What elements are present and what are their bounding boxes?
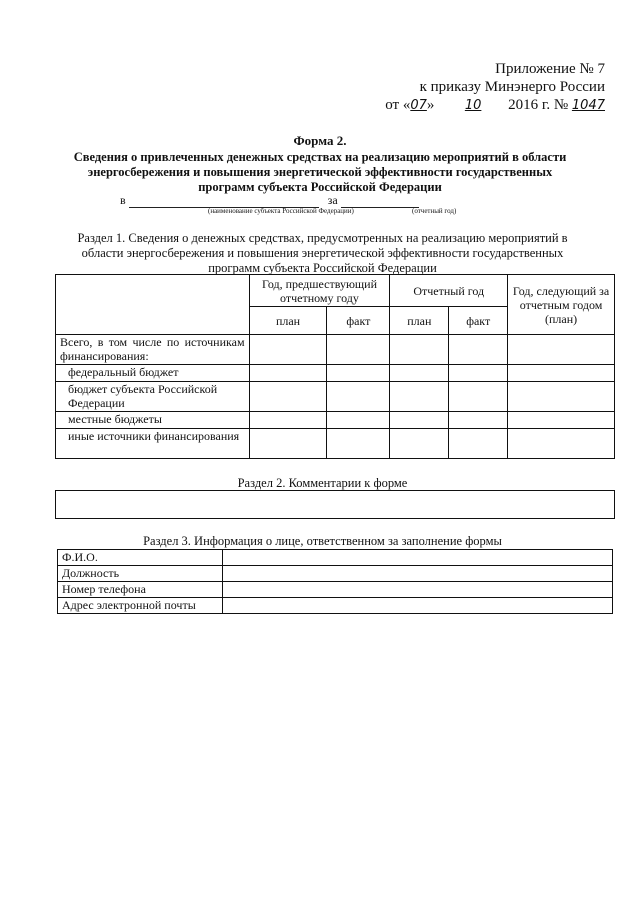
table-cell[interactable] xyxy=(249,412,327,429)
table-cell[interactable] xyxy=(327,412,390,429)
table-row xyxy=(58,598,613,614)
table-cell[interactable] xyxy=(508,335,615,365)
table-cell[interactable] xyxy=(449,412,508,429)
form-number: Форма 2. xyxy=(293,133,347,148)
table-row xyxy=(56,429,615,459)
handwritten-order-number: 1047 xyxy=(571,98,605,113)
table-cell[interactable] xyxy=(249,335,327,365)
section2-title: Раздел 2. Комментарии к форме xyxy=(237,476,408,490)
table-row xyxy=(58,566,613,582)
row-label-federal: федеральный бюджет xyxy=(56,365,250,382)
header-prev-year: Год, предшествующий отчетному году xyxy=(249,275,390,307)
period-prefix: за xyxy=(327,193,338,207)
label-position: Должность xyxy=(58,566,223,582)
funds-table-header-row xyxy=(56,275,615,307)
table-cell[interactable] xyxy=(327,382,390,412)
table-cell[interactable] xyxy=(449,382,508,412)
handwritten-month: 10 xyxy=(464,98,482,113)
form-title-block xyxy=(60,133,580,195)
full-name-field[interactable] xyxy=(222,550,612,566)
table-cell[interactable] xyxy=(508,412,615,429)
table-row xyxy=(56,382,615,412)
handwritten-day: 07 xyxy=(410,98,427,113)
table-cell[interactable] xyxy=(327,335,390,365)
table-cell[interactable] xyxy=(449,365,508,382)
row-label-total: Всего, в том числе по источникам финансирования: xyxy=(56,335,250,365)
table-row xyxy=(56,335,615,365)
row-label-local: местные бюджеты xyxy=(56,412,250,429)
table-cell[interactable] xyxy=(508,365,615,382)
header-blank-cell xyxy=(56,275,250,335)
table-row xyxy=(58,582,613,598)
header-next-year: Год, следующий за отчетным годом (план) xyxy=(508,275,615,335)
table-cell[interactable] xyxy=(327,365,390,382)
table-cell[interactable] xyxy=(508,382,615,412)
table-cell[interactable] xyxy=(249,365,327,382)
table-cell[interactable] xyxy=(390,365,449,382)
appendix-date-line: от «07» 10 2016 г. № 1047 xyxy=(385,97,605,113)
appendix-header xyxy=(385,60,605,115)
table-cell[interactable] xyxy=(249,382,327,412)
region-period-line xyxy=(120,193,520,208)
funds-table xyxy=(55,274,615,459)
table-cell[interactable] xyxy=(390,412,449,429)
table-row xyxy=(56,412,615,429)
responsible-person-table xyxy=(57,549,613,614)
label-full-name: Ф.И.О. xyxy=(58,550,223,566)
table-cell[interactable] xyxy=(327,429,390,459)
row-label-other: иные источники финансирования xyxy=(56,429,250,459)
header-report-fact: факт xyxy=(449,307,508,335)
table-cell[interactable] xyxy=(508,429,615,459)
table-cell[interactable] xyxy=(390,382,449,412)
phone-field[interactable] xyxy=(222,582,612,598)
appendix-title: Приложение № 7 xyxy=(495,61,605,77)
header-report-year: Отчетный год xyxy=(390,275,508,307)
position-field[interactable] xyxy=(222,566,612,582)
region-prefix: в xyxy=(120,193,126,207)
table-cell[interactable] xyxy=(249,429,327,459)
label-email: Адрес электронной почты xyxy=(58,598,223,614)
header-report-plan: план xyxy=(390,307,449,335)
period-caption: (отчетный год) xyxy=(412,207,457,215)
appendix-order-ref: к приказу Минэнерго России xyxy=(419,79,605,95)
label-phone: Номер телефона xyxy=(58,582,223,598)
row-label-regional: бюджет субъекта Российской Федерации xyxy=(56,382,250,412)
section3-title: Раздел 3. Информация о лице, ответственном за заполнение формы xyxy=(143,534,502,548)
email-field[interactable] xyxy=(222,598,612,614)
header-prev-fact: факт xyxy=(327,307,390,335)
form-title: Сведения о привлеченных денежных средствах на реализацию мероприятий в области энергосбережения и повышения энергетической эффективности государственных программ субъекта Российской Федерации xyxy=(73,150,567,194)
table-cell[interactable] xyxy=(390,429,449,459)
table-row xyxy=(58,550,613,566)
table-cell[interactable] xyxy=(449,335,508,365)
table-row xyxy=(56,365,615,382)
region-caption: (наименование субъекта Российской Федерации) xyxy=(208,207,354,215)
table-cell[interactable] xyxy=(449,429,508,459)
section1-title: Раздел 1. Сведения о денежных средствах, предусмотренных на реализацию мероприятий в области энергосбережения и повышения энергетической эффективности государственных программ субъекта Российской Федерации xyxy=(77,231,568,275)
comments-field[interactable] xyxy=(55,490,615,519)
table-cell[interactable] xyxy=(390,335,449,365)
header-prev-plan: план xyxy=(249,307,327,335)
